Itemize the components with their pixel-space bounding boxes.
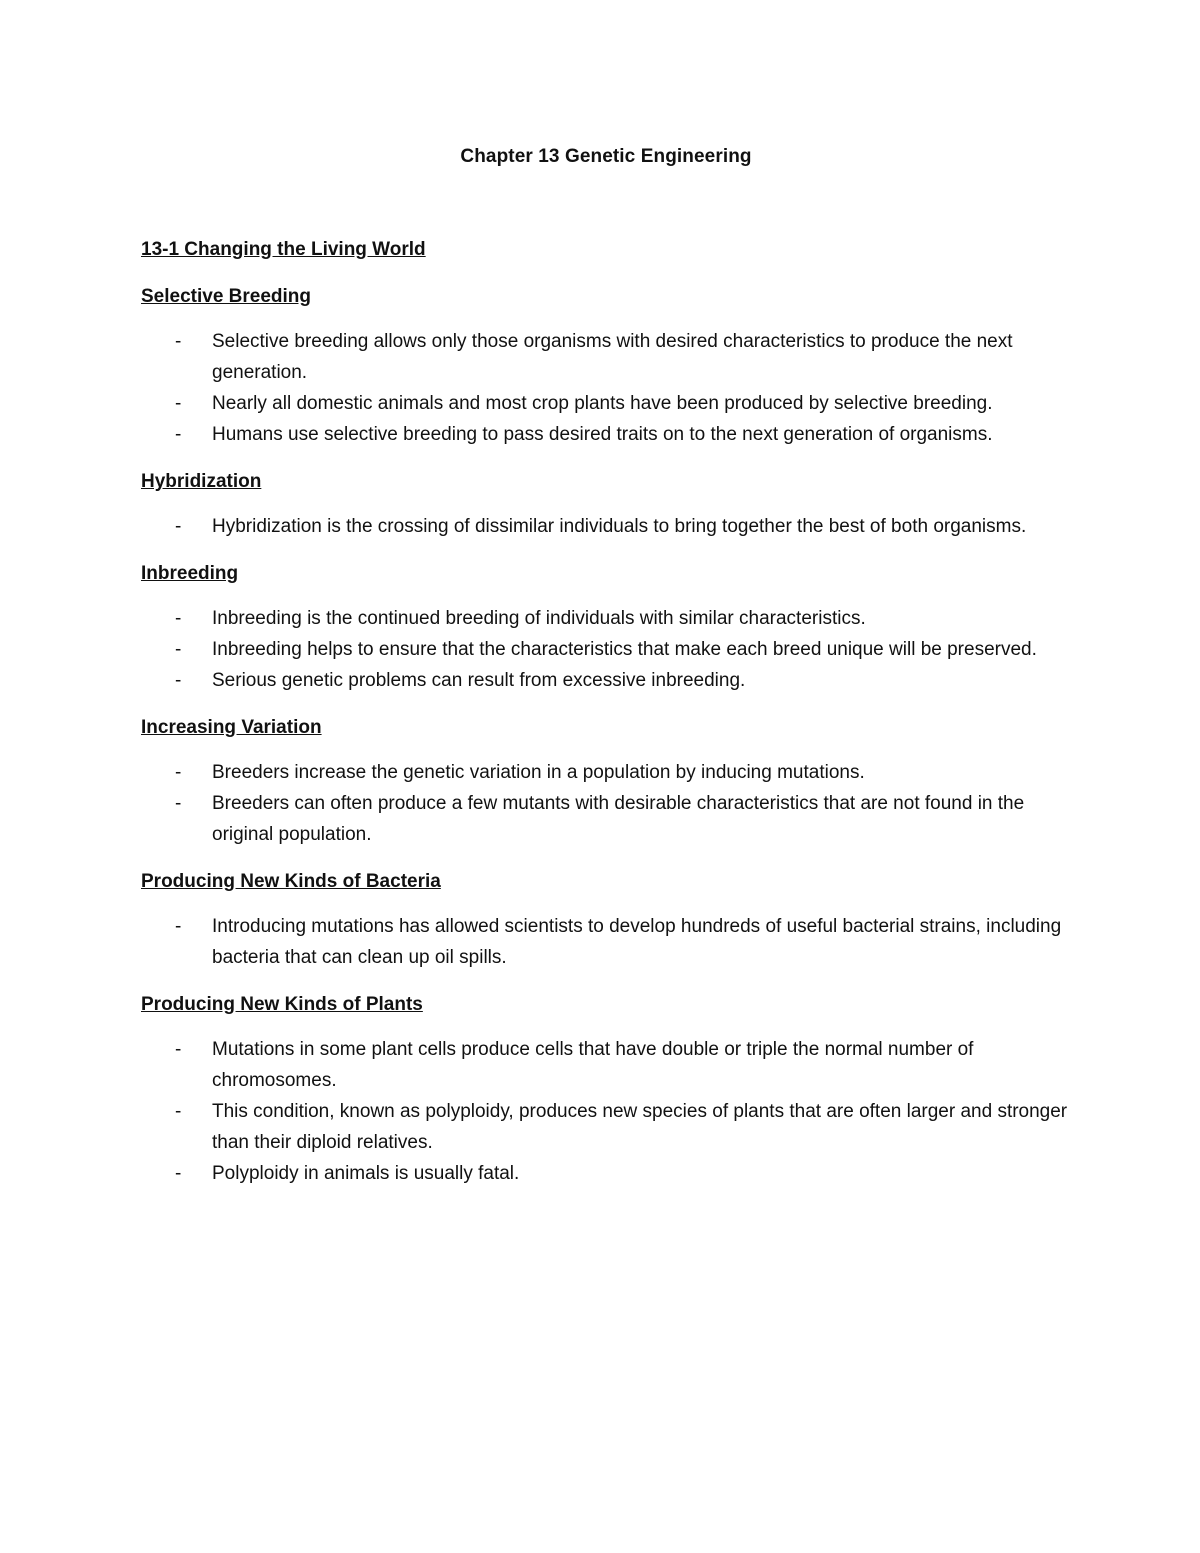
document-page — [141, 141, 1071, 1189]
section-heading: Producing New Kinds of Plants — [141, 994, 423, 1015]
list-item — [141, 665, 1071, 696]
bullet-dash: - — [175, 639, 182, 660]
bullet-dash: - — [175, 762, 182, 783]
bullet-dash: - — [175, 793, 182, 814]
list-item — [141, 757, 1071, 788]
bullet-list — [141, 326, 1071, 450]
list-item — [141, 1158, 1071, 1189]
bullet-dash: - — [175, 331, 182, 352]
list-item — [141, 788, 1071, 850]
bullet-dash: - — [175, 916, 182, 937]
bullet-dash: - — [175, 1163, 182, 1184]
bullet-text: Humans use selective breeding to pass desired traits on to the next generation of organisms. — [212, 424, 993, 445]
section-new-bacteria — [141, 866, 1071, 973]
list-item — [141, 603, 1071, 634]
bullet-text: This condition, known as polyploidy, produces new species of plants that are often larger and stronger than their diploid relatives. — [212, 1101, 1068, 1153]
list-item — [141, 388, 1071, 419]
bullet-text: Inbreeding is the continued breeding of individuals with similar characteristics. — [212, 608, 866, 629]
section-hybridization — [141, 466, 1071, 542]
bullet-text: Serious genetic problems can result from excessive inbreeding. — [212, 670, 746, 691]
section-new-plants — [141, 989, 1071, 1189]
bullet-dash: - — [175, 516, 182, 537]
bullet-list — [141, 911, 1071, 973]
bullet-dash: - — [175, 608, 182, 629]
list-item — [141, 911, 1071, 973]
section-heading: Hybridization — [141, 471, 262, 492]
chapter-heading: 13-1 Changing the Living World — [141, 239, 426, 260]
list-item — [141, 1096, 1071, 1158]
bullet-dash: - — [175, 670, 182, 691]
bullet-dash: - — [175, 424, 182, 445]
list-item — [141, 419, 1071, 450]
section-increasing-variation — [141, 712, 1071, 850]
bullet-text: Mutations in some plant cells produce cells that have double or triple the normal number of chromosomes. — [212, 1039, 974, 1091]
bullet-list — [141, 757, 1071, 850]
bullet-text: Selective breeding allows only those organisms with desired characteristics to produce the next generation. — [212, 331, 1013, 383]
section-heading: Selective Breeding — [141, 286, 312, 307]
bullet-list — [141, 603, 1071, 696]
bullet-dash: - — [175, 1039, 182, 1060]
bullet-text: Hybridization is the crossing of dissimilar individuals to bring together the best of both organisms. — [212, 516, 1027, 537]
bullet-text: Breeders can often produce a few mutants with desirable characteristics that are not found in the original population. — [212, 793, 1025, 845]
bullet-text: Introducing mutations has allowed scientists to develop hundreds of useful bacterial strains, including bacteria that can clean up oil spills. — [212, 916, 1062, 968]
list-item — [141, 634, 1071, 665]
bullet-dash: - — [175, 393, 182, 414]
section-heading: Producing New Kinds of Bacteria — [141, 871, 441, 892]
bullet-text: Polyploidy in animals is usually fatal. — [212, 1163, 520, 1184]
list-item — [141, 511, 1071, 542]
bullet-list — [141, 511, 1071, 542]
bullet-text: Nearly all domestic animals and most crop plants have been produced by selective breeding. — [212, 393, 993, 414]
bullet-list — [141, 1034, 1071, 1189]
section-selective-breeding — [141, 281, 1071, 450]
bullet-text: Breeders increase the genetic variation in a population by inducing mutations. — [212, 762, 865, 783]
page-title: Chapter 13 Genetic Engineering — [460, 146, 752, 167]
bullet-text: Inbreeding helps to ensure that the characteristics that make each breed unique will be preserved. — [212, 639, 1037, 660]
list-item — [141, 1034, 1071, 1096]
list-item — [141, 326, 1071, 388]
section-inbreeding — [141, 558, 1071, 696]
section-heading: Inbreeding — [141, 563, 239, 584]
bullet-dash: - — [175, 1101, 182, 1122]
section-heading: Increasing Variation — [141, 717, 322, 738]
